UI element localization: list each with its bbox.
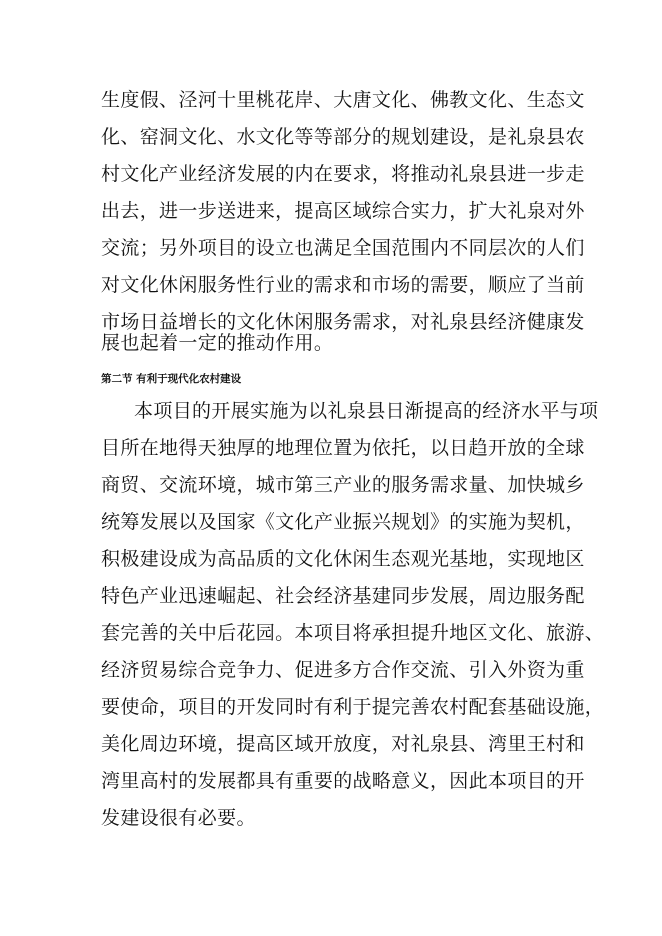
paragraph-1-line-5: 交流；另外项目的设立也满足全国范围内不同层次的人们: [101, 237, 585, 259]
paragraph-1-line-2: 化、窑洞文化、水文化等等部分的规划建设，是礼泉县农: [101, 126, 585, 148]
paragraph-1-line-1: 生度假、泾河十里桃花岸、大唐文化、佛教文化、生态文: [101, 89, 585, 111]
paragraph-2-line-9: 要使命，项目的开发同时有利于提完善农村配套基础设施，: [101, 696, 605, 718]
paragraph-2-line-12: 发建设很有必要。: [101, 807, 256, 829]
paragraph-1-line-3: 村文化产业经济发展的内在要求，将推动礼泉县进一步走: [101, 163, 585, 185]
paragraph-2-line-11: 湾里高村的发展都具有重要的战略意义，因此本项目的开: [101, 770, 585, 792]
paragraph-2-line-10: 美化周边环境，提高区域开放度，对礼泉县、湾里王村和: [101, 733, 585, 755]
paragraph-2-line-8: 经济贸易综合竞争力、促进多方合作交流、引入外资为重: [101, 659, 585, 681]
paragraph-2-line-5: 积极建设成为高品质的文化休闲生态观光基地，实现地区: [101, 548, 585, 570]
paragraph-1-line-6: 对文化休闲服务性行业的需求和市场的需要，顺应了当前: [101, 274, 585, 296]
paragraph-2-line-2: 目所在地得天独厚的地理位置为依托，以日趋开放的全球: [101, 437, 585, 459]
paragraph-2-line-6: 特色产业迅速崛起、社会经济基建同步发展，周边服务配: [101, 585, 585, 607]
paragraph-2-line-3: 商贸、交流环境，城市第三产业的服务需求量、加快城乡: [101, 474, 585, 496]
section-heading: 第二节 有利于现代化农村建设: [101, 373, 242, 385]
paragraph-1-line-4: 出去，进一步送进来，提高区域综合实力，扩大礼泉对外: [101, 200, 585, 222]
paragraph-2-line-7: 套完善的关中后花园。本项目将承担提升地区文化、旅游、: [101, 622, 605, 644]
paragraph-2-line-1: 本项目的开展实施为以礼泉县日渐提高的经济水平与项: [134, 400, 599, 422]
paragraph-1-line-7: 市场日益增长的文化休闲服务需求，对礼泉县经济健康发: [101, 311, 585, 333]
paragraph-2-line-4: 统筹发展以及国家《文化产业振兴规划》的实施为契机，: [101, 511, 585, 533]
paragraph-1-line-8: 展也起着一定的推动作用。: [101, 332, 334, 354]
